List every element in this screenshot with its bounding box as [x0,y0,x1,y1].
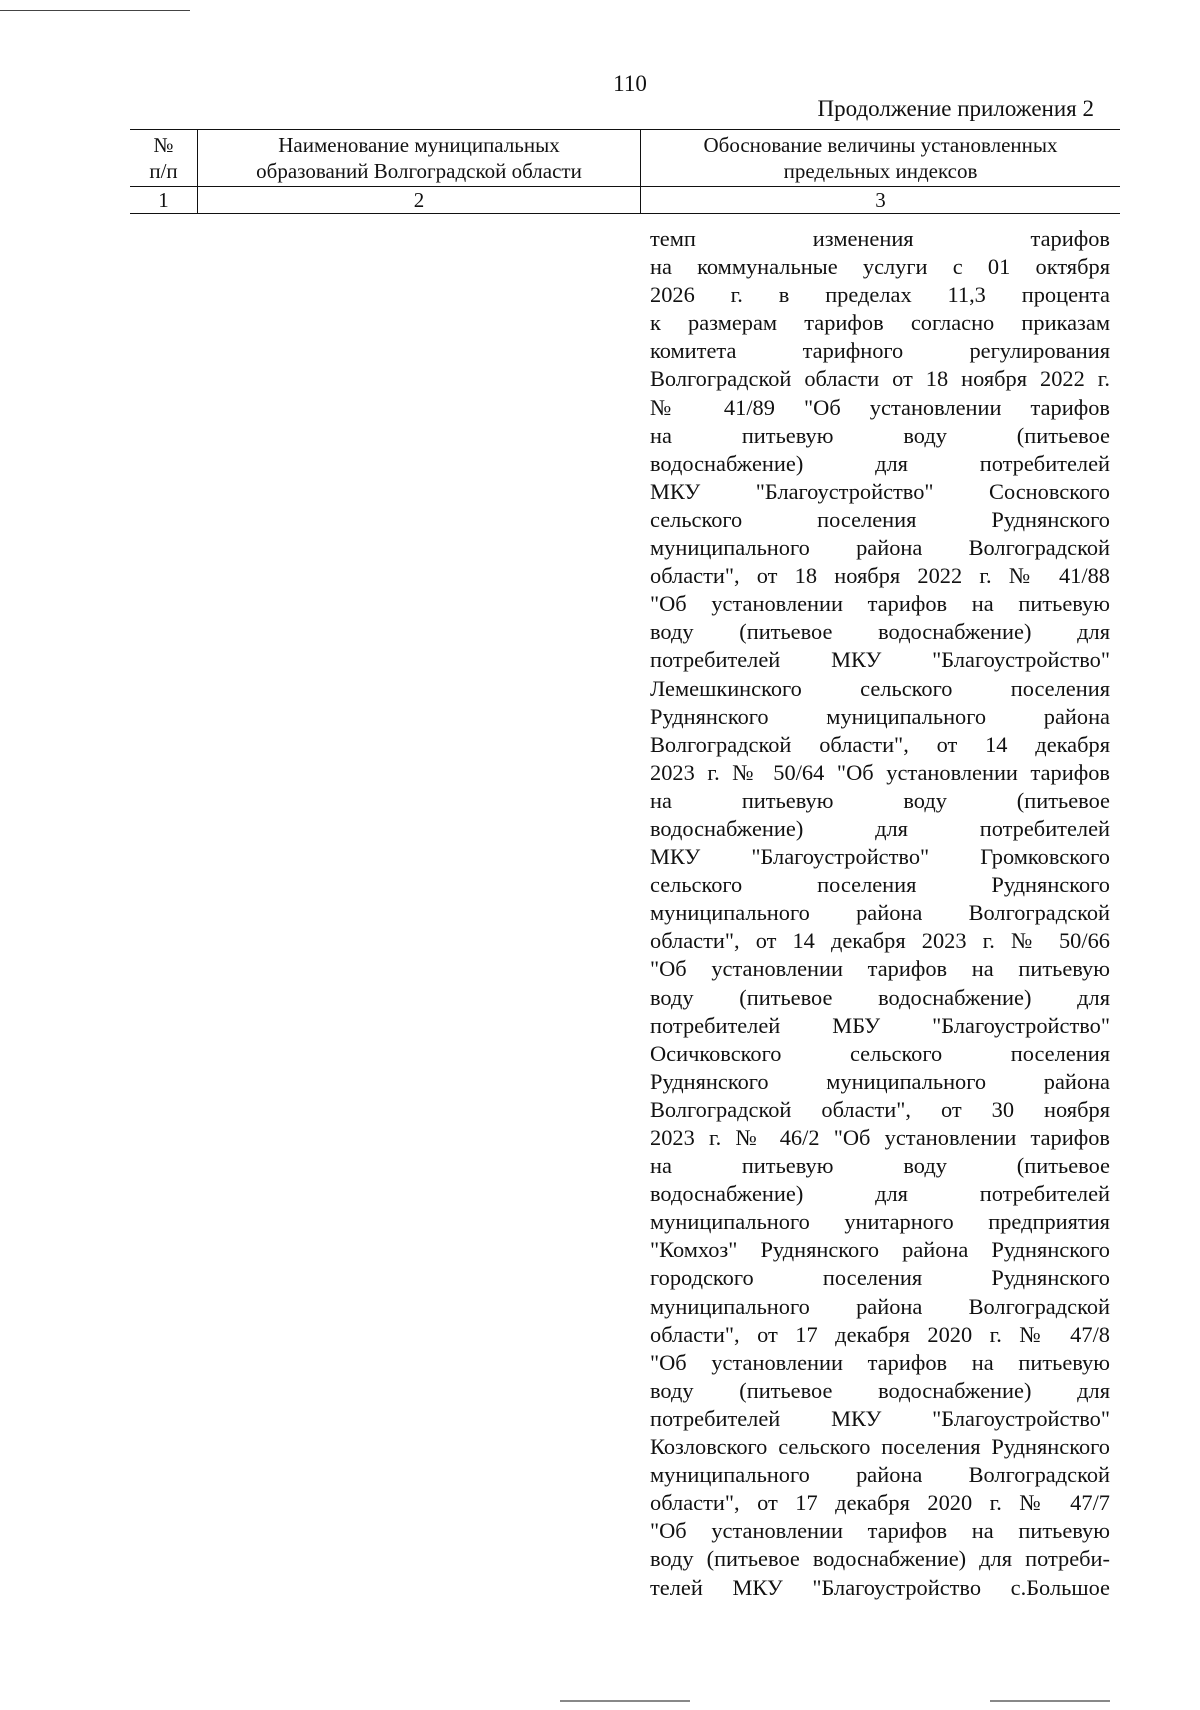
text-line: № 41/89 "Об установлении тарифов [650,394,1110,420]
justification-text [650,225,1110,1602]
text-line: телей МКУ "Благоустройство с.Большое [650,1574,1110,1600]
column-header-municipality-line2: образований Волгоградской области [256,159,582,183]
text-line: на питьевую воду (питьевое [650,787,1110,813]
text-line: области", от 17 декабря 2020 г. № 47/8 [650,1321,1110,1347]
text-line: городского поселения Руднянского [650,1265,1110,1291]
text-line: Лемешкинского сельского поселения [650,675,1110,701]
text-line: "Об установлении тарифов на питьевую [650,956,1110,982]
text-line: воду (питьевое водоснабжение) для [650,1377,1110,1403]
text-line: воду (питьевое водоснабжение) для потреби- [650,1546,1110,1572]
appendix-table-header [130,129,1120,214]
column-header-justification-line1: Обоснование величины установленных [703,133,1058,157]
column-number-3: 3 [641,187,1121,214]
page-number: 110 [613,71,647,96]
text-line: воду (питьевое водоснабжение) для [650,619,1110,645]
text-line: потребителей МКУ "Благоустройство" [650,647,1110,673]
text-line: области", от 14 декабря 2023 г. № 50/66 [650,928,1110,954]
text-line: области", от 17 декабря 2020 г. № 47/7 [650,1490,1110,1516]
text-line: муниципального унитарного предприятия [650,1209,1110,1235]
text-line: Волгоградской области", от 30 ноября [650,1096,1110,1122]
text-line: 2023 г. № 50/64 "Об установлении тарифов [650,759,1110,785]
column-header-justification-line2: предельных индексов [783,159,978,183]
text-line: Руднянского муниципального района [650,703,1110,729]
text-line: муниципального района Волгоградской [650,900,1110,926]
column-header-municipality-line1: Наименование муниципальных [278,133,560,157]
column-header-number-line1: № [153,133,174,157]
text-line: темп изменения тарифов [650,226,1110,251]
text-line: муниципального района Волгоградской [650,535,1110,561]
column-header-justification [641,130,1121,187]
scan-edge-mark-top [0,10,190,11]
text-line: на питьевую воду (питьевое [650,422,1110,448]
text-line: на питьевую воду (питьевое [650,1153,1110,1179]
text-line: муниципального района Волгоградской [650,1462,1110,1488]
text-line: Козловского сельского поселения Руднянского [650,1434,1110,1460]
text-line: потребителей МБУ "Благоустройство" [650,1012,1110,1038]
text-line: муниципального района Волгоградской [650,1293,1110,1319]
text-line: "Комхоз" Руднянского района Руднянского [650,1237,1110,1263]
text-line: на коммунальные услуги с 01 октября [650,254,1110,280]
text-line: к размерам тарифов согласно приказам [650,310,1110,336]
text-line: водоснабжение) для потребителей [650,450,1110,476]
text-line: водоснабжение) для потребителей [650,815,1110,841]
continuation-label: Продолжение приложения 2 [817,96,1094,121]
text-line: МКУ "Благоустройство" Сосновского [650,478,1110,504]
column-number-2: 2 [198,187,641,214]
scan-edge-mark-bottom-right [990,1700,1110,1702]
column-number-1: 1 [130,187,198,214]
scan-edge-mark-bottom-left [560,1700,690,1702]
text-line: водоснабжение) для потребителей [650,1181,1110,1207]
table-column-numbers-row [130,187,1120,214]
text-line: "Об установлении тарифов на питьевую [650,1518,1110,1544]
table-header-row [130,130,1120,187]
text-line: МКУ "Благоустройство" Громковского [650,844,1110,870]
text-line: потребителей МКУ "Благоустройство" [650,1405,1110,1431]
text-line: Волгоградской области", от 14 декабря [650,731,1110,757]
column-header-municipality [198,130,641,187]
text-line: "Об установлении тарифов на питьевую [650,1349,1110,1375]
text-line: сельского поселения Руднянского [650,506,1110,532]
text-line: воду (питьевое водоснабжение) для [650,984,1110,1010]
text-line: комитета тарифного регулирования [650,338,1110,364]
text-line: Волгоградской области от 18 ноября 2022 г. [650,366,1110,392]
text-line: сельского поселения Руднянского [650,872,1110,898]
text-line: Осичковского сельского поселения [650,1040,1110,1066]
column-header-number-line2: п/п [149,159,178,183]
text-line: 2026 г. в пределах 11,3 процента [650,282,1110,308]
column-header-number [130,130,198,187]
text-line: области", от 18 ноября 2022 г. № 41/88 [650,563,1110,589]
text-line: "Об установлении тарифов на питьевую [650,591,1110,617]
text-line: Руднянского муниципального района [650,1068,1110,1094]
text-line: 2023 г. № 46/2 "Об установлении тарифов [650,1125,1110,1150]
